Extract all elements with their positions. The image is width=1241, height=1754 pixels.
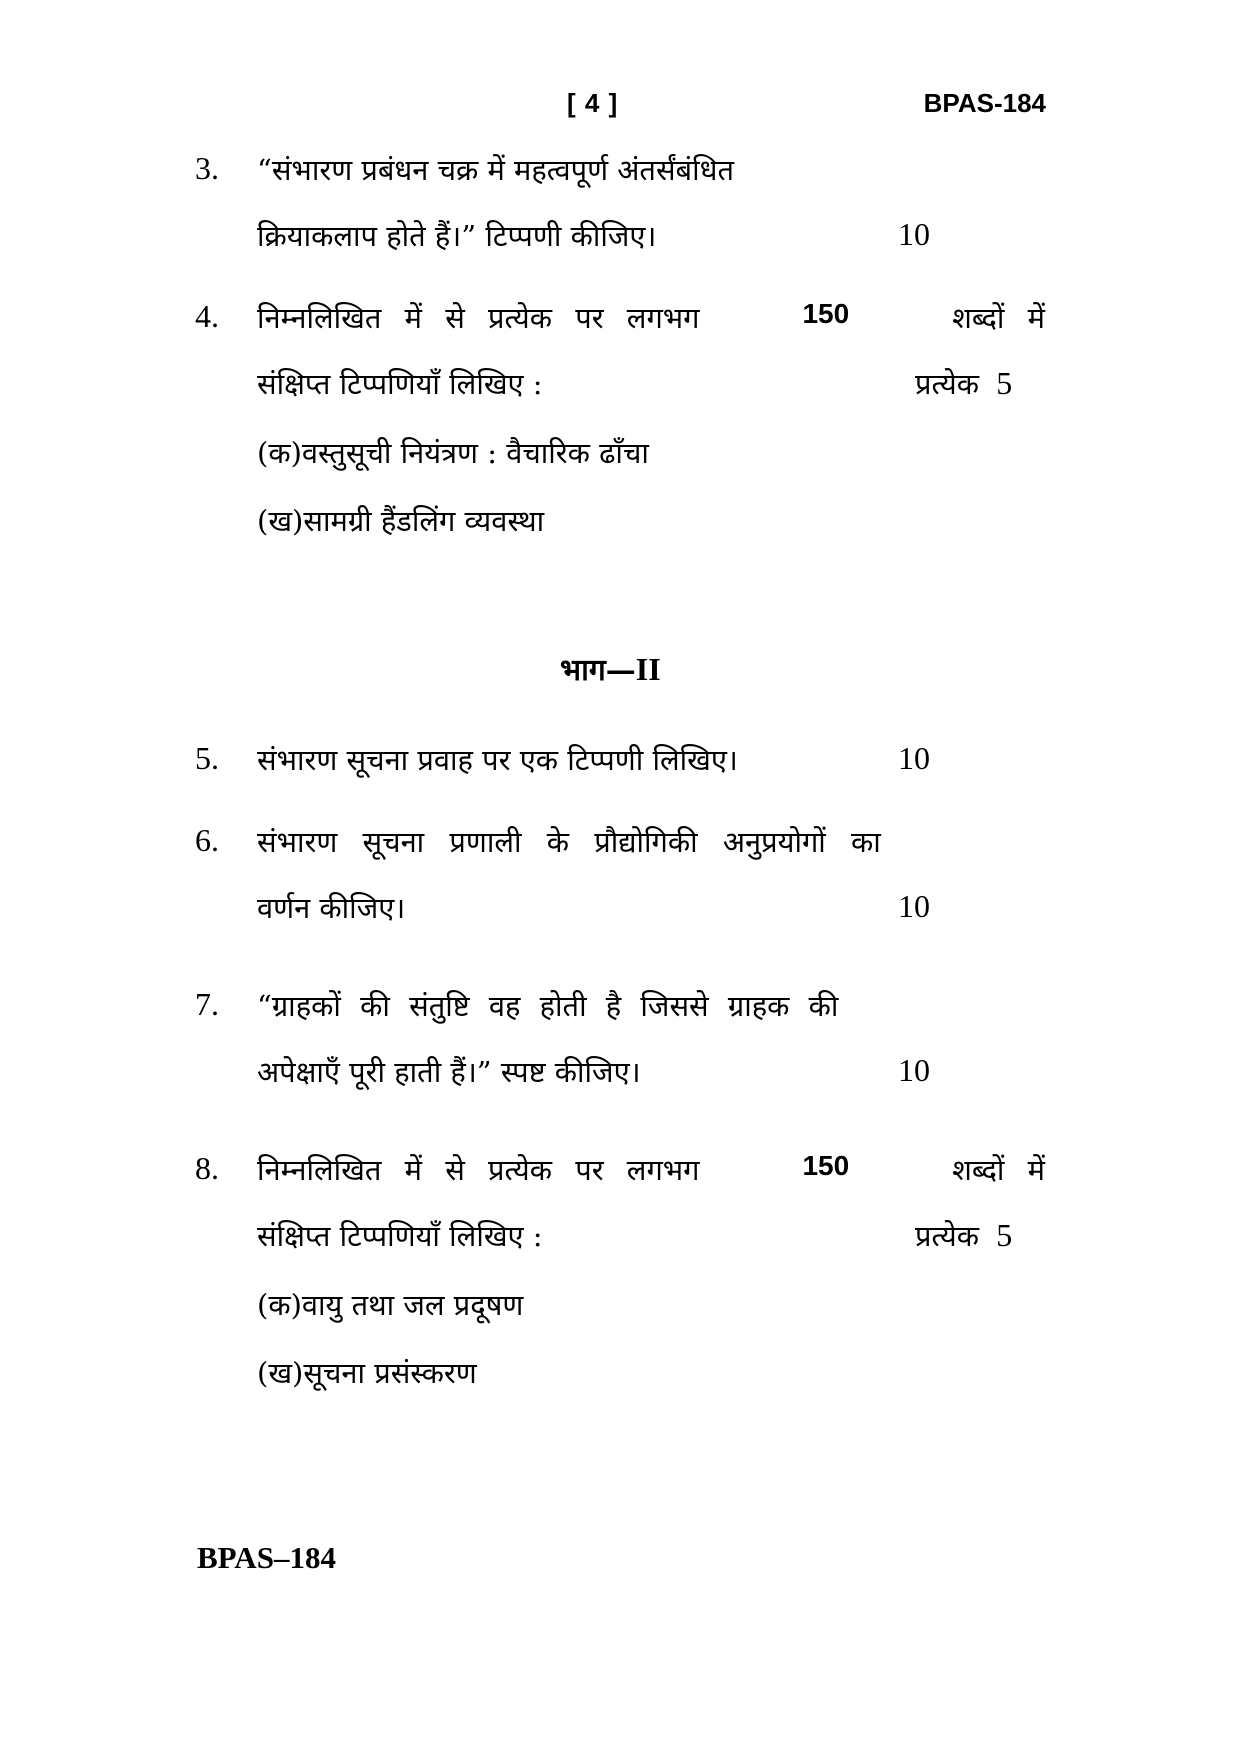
sub-question: (क)वायु तथा जल प्रदूषण bbox=[257, 1288, 524, 1322]
word-count: 150 bbox=[802, 298, 850, 329]
header-course-code: BPAS-184 bbox=[923, 88, 1046, 118]
sub-question-text: वायु तथा जल प्रदूषण bbox=[301, 1288, 524, 1322]
question-text-line1: “संभारण प्रबंधन चक्र में महत्वपूर्ण अंतर्संबंधित bbox=[257, 153, 734, 187]
question-number: 7. bbox=[195, 986, 219, 1022]
marks: 10 bbox=[898, 740, 930, 776]
section-heading: भाग—II bbox=[560, 651, 661, 688]
marks-label: प्रत्येक bbox=[915, 1219, 980, 1253]
question-text-line2: अपेक्षाएँ पूरी हाती हैं।” स्पष्ट कीजिए। bbox=[257, 1055, 641, 1089]
question-number: 8. bbox=[195, 1150, 219, 1186]
marks: 10 bbox=[898, 1052, 930, 1088]
page-number: [ 4 ] bbox=[567, 88, 619, 118]
question-number: 3. bbox=[195, 150, 219, 186]
question-text-post: शब्दों में bbox=[952, 301, 1045, 335]
question-text-pre: निम्नलिखित में से प्रत्येक पर लगभग bbox=[257, 301, 700, 335]
question-text-line2: वर्णन कीजिए। bbox=[257, 891, 406, 925]
marks-label: प्रत्येक bbox=[915, 367, 980, 401]
sub-question-text: वस्तुसूची नियंत्रण : वैचारिक ढाँचा bbox=[301, 436, 649, 470]
marks: 5 bbox=[996, 365, 1013, 401]
question-text-post: शब्दों में bbox=[952, 1153, 1045, 1187]
sub-question: (क)वस्तुसूची नियंत्रण : वैचारिक ढाँचा bbox=[257, 436, 649, 470]
question-text-line1: “ग्राहकों की संतुष्टि वह होती है जिससे ग्राहक की bbox=[257, 989, 839, 1023]
question-number: 4. bbox=[195, 298, 219, 334]
marks: 10 bbox=[898, 216, 930, 252]
marks: 10 bbox=[898, 888, 930, 924]
question-text-line2: संक्षिप्त टिप्पणियाँ लिखिए : bbox=[257, 1219, 543, 1253]
question-text-line2: संक्षिप्त टिप्पणियाँ लिखिए : bbox=[257, 367, 543, 401]
sub-question: (ख)सामग्री हैंडलिंग व्यवस्था bbox=[257, 504, 545, 538]
footer-course-code: BPAS–184 bbox=[197, 1540, 336, 1575]
sub-question: (ख)सूचना प्रसंस्करण bbox=[257, 1356, 477, 1390]
question-number: 5. bbox=[195, 740, 219, 776]
marks: 5 bbox=[996, 1217, 1013, 1253]
question-text-pre: निम्नलिखित में से प्रत्येक पर लगभग bbox=[257, 1153, 700, 1187]
sub-question-text: सामग्री हैंडलिंग व्यवस्था bbox=[303, 504, 545, 538]
question-text-line1: संभारण सूचना प्रवाह पर एक टिप्पणी लिखिए। bbox=[257, 743, 738, 777]
sub-question-text: सूचना प्रसंस्करण bbox=[303, 1356, 477, 1390]
word-count: 150 bbox=[802, 1150, 850, 1181]
question-text-line1: संभारण सूचना प्रणाली के प्रौद्योगिकी अनुप्रयोगों का bbox=[257, 825, 881, 859]
question-text-line2: क्रियाकलाप होते हैं।” टिप्पणी कीजिए। bbox=[257, 219, 657, 253]
question-number: 6. bbox=[195, 822, 219, 858]
